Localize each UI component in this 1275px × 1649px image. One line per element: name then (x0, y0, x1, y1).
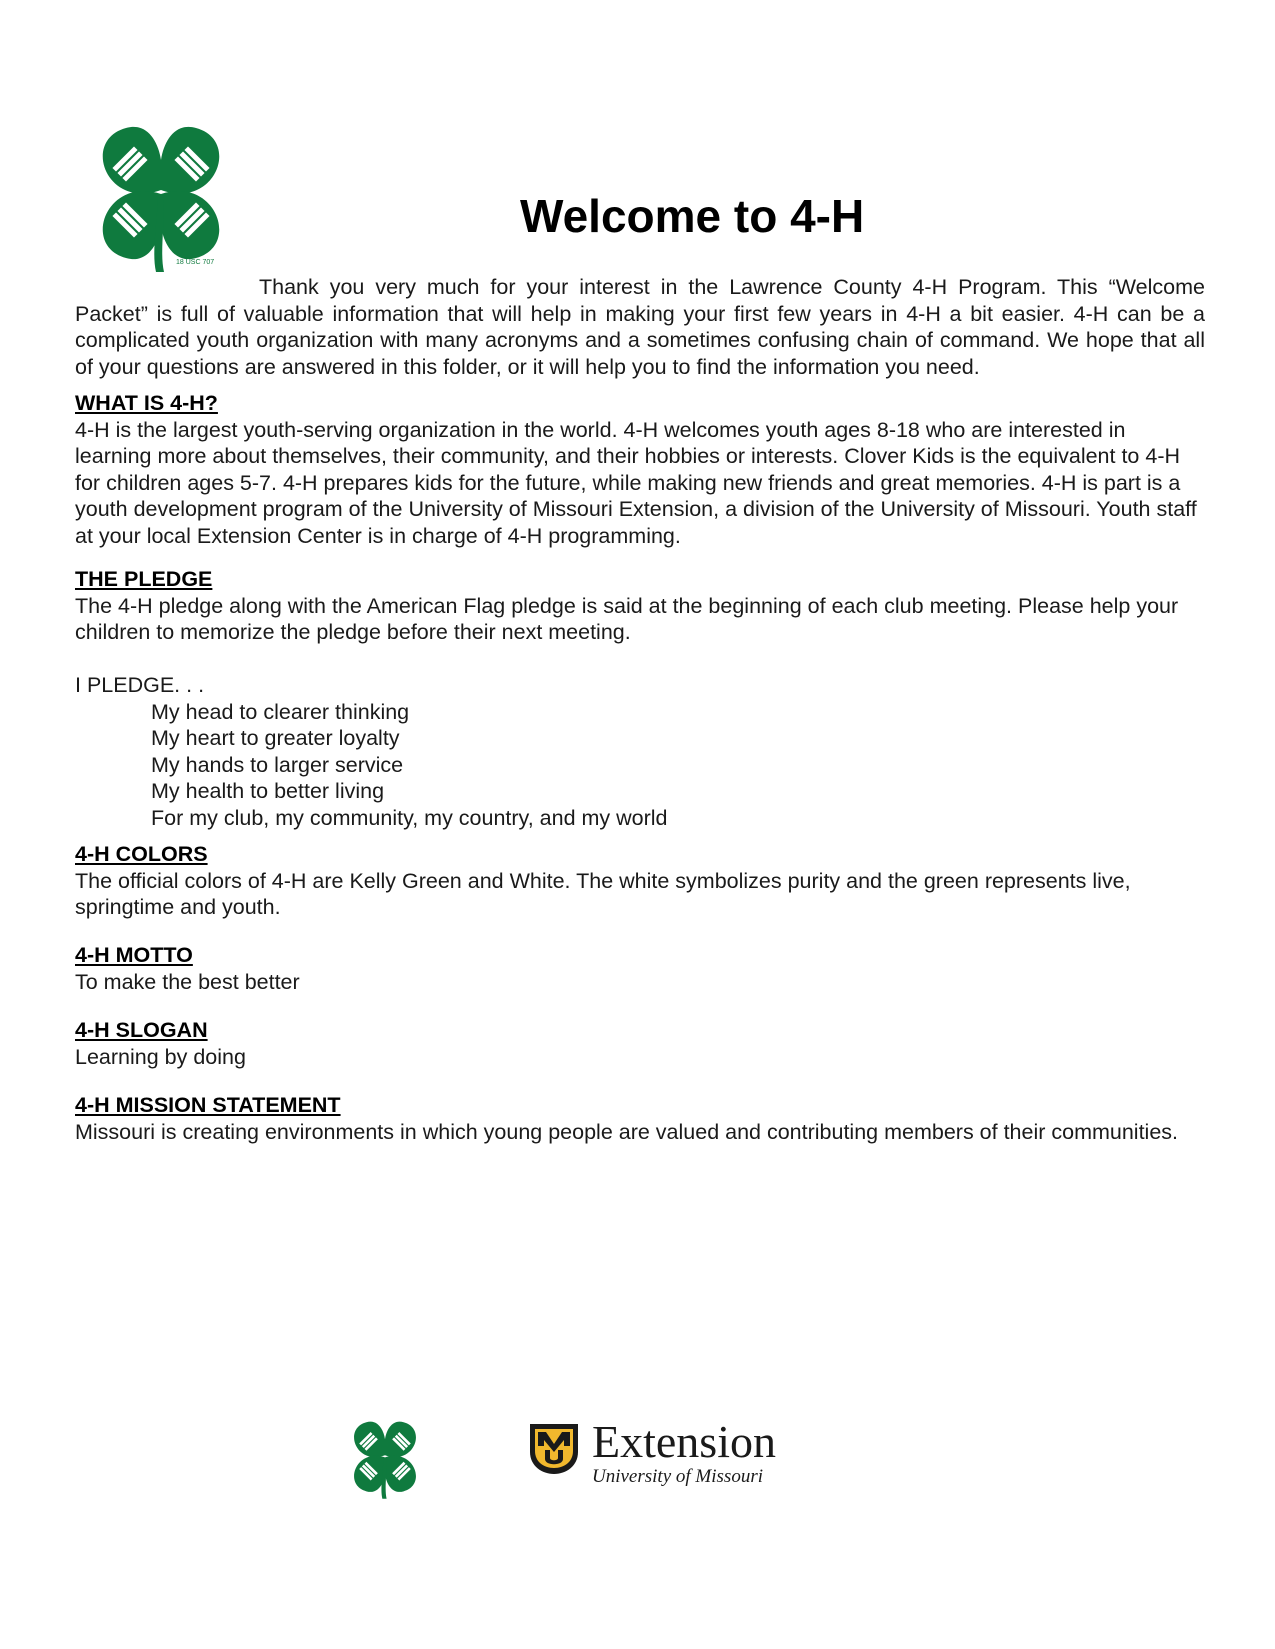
pledge-line: For my club, my community, my country, and my world (151, 805, 668, 830)
section-heading: 4-H MISSION STATEMENT (75, 1093, 341, 1117)
four-h-clover-logo (86, 120, 236, 280)
pledge-intro: I PLEDGE. . . (75, 673, 205, 697)
mizzou-shield-icon (528, 1422, 580, 1476)
section-text: Missouri is creating environments in which young people are valued and contributing members of their communities. (75, 1119, 1179, 1144)
pledge-lines (75, 699, 1205, 832)
section-text: To make the best better (75, 969, 300, 994)
page-title: Welcome to 4-H (520, 190, 865, 242)
section-heading: 4-H SLOGAN (75, 1018, 208, 1042)
section-heading: 4-H MOTTO (75, 943, 193, 967)
section-text: Learning by doing (75, 1044, 246, 1069)
four-h-clover-footer-logo (345, 1418, 425, 1503)
section-what-is (75, 390, 1205, 549)
pledge-line: My hands to larger service (151, 752, 404, 777)
section-colors (75, 841, 1205, 921)
university-name: University of Missouri (592, 1466, 763, 1487)
section-heading: THE PLEDGE (75, 567, 213, 591)
section-pledge (75, 566, 1205, 831)
section-slogan (75, 1017, 1205, 1070)
section-heading: WHAT IS 4-H? (75, 391, 218, 415)
section-motto (75, 942, 1205, 995)
pledge-line: My health to better living (151, 779, 385, 803)
intro-paragraph: Thank you very much for your interest in the Lawrence County 4-H Program. This “Welcome Packet” is full of valuable information that will help in making your first few years in 4-H a bit easier. 4-H can be a complicated youth organization with many acronyms and a sometimes confusing chain of command. We hope that all of your questions are answered in this folder, or it will help you to find the information you need. (75, 275, 1205, 379)
section-mission (75, 1092, 1205, 1145)
mu-extension-logo (528, 1416, 808, 1490)
section-text: 4-H is the largest youth-serving organization in the world. 4-H welcomes youth ages 8-18 who are interested in learning more about themselves, their community, and their hobbies or interests. Clover Kids is the equivalent to 4-H for children ages 5-7. 4-H prepares kids for the future, while making new friends and great memories. 4-H is part is a youth development program of the University of Missouri Extension, a division of the University of Missouri. Youth staff at your local Extension Center is in charge of 4-H programming. (75, 417, 1197, 548)
section-text: The 4-H pledge along with the American Flag pledge is said at the beginning of each club meeting. Please help your children to memorize the pledge before their next meeting. (75, 593, 1179, 644)
section-text: The official colors of 4-H are Kelly Green and White. The white symbolizes purity and the green represents live, springtime and youth. (75, 868, 1131, 919)
pledge-line: My heart to greater loyalty (151, 726, 400, 750)
extension-wordmark: Extension (592, 1416, 776, 1467)
logo-seal-text: 18 USC 707 (176, 259, 215, 266)
pledge-line: My head to clearer thinking (151, 699, 410, 724)
section-heading: 4-H COLORS (75, 842, 208, 866)
